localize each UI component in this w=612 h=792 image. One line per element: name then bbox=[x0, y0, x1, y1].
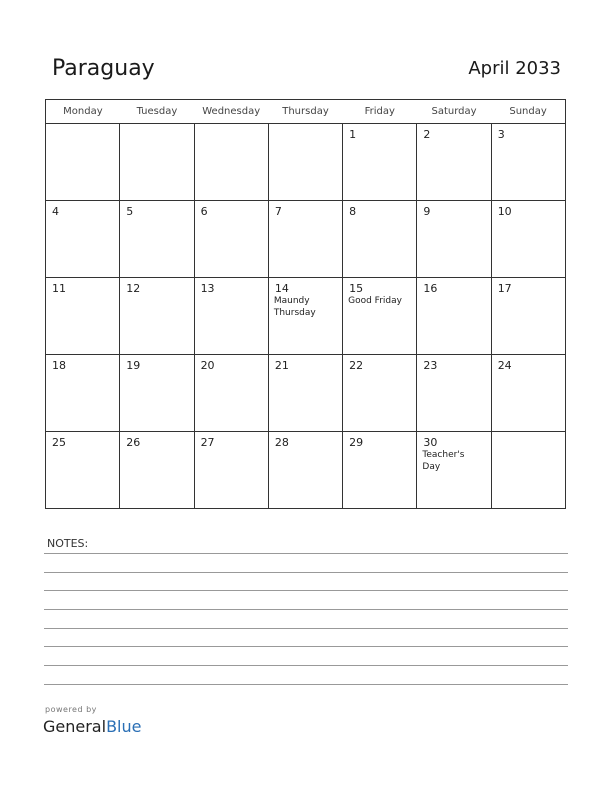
day-number: 26 bbox=[126, 436, 141, 449]
notes-line bbox=[44, 553, 568, 554]
day-number: 27 bbox=[200, 436, 215, 449]
day-number: 13 bbox=[200, 282, 215, 295]
calendar-day-cell bbox=[120, 201, 194, 278]
day-number: 8 bbox=[349, 205, 357, 218]
day-number: 24 bbox=[497, 359, 512, 372]
calendar-week-row bbox=[46, 355, 566, 432]
calendar-day-cell bbox=[46, 278, 120, 355]
calendar-day-cell bbox=[268, 355, 342, 432]
day-number: 17 bbox=[497, 282, 512, 295]
day-number: 22 bbox=[349, 359, 364, 372]
calendar-day-cell bbox=[194, 201, 268, 278]
calendar-day-cell bbox=[120, 432, 194, 509]
calendar-day-cell bbox=[46, 124, 120, 201]
day-number: 12 bbox=[126, 282, 141, 295]
day-number: 15 bbox=[349, 282, 364, 295]
calendar-day-cell bbox=[491, 432, 565, 509]
day-number: 9 bbox=[423, 205, 431, 218]
calendar-grid bbox=[45, 99, 566, 509]
notes-line bbox=[44, 684, 568, 685]
brand-logo bbox=[43, 717, 141, 736]
calendar-day-cell bbox=[46, 432, 120, 509]
calendar-day-cell bbox=[194, 278, 268, 355]
day-number: 11 bbox=[52, 282, 66, 295]
holiday-label: Maundy Thursday bbox=[273, 296, 316, 318]
day-number: 20 bbox=[200, 359, 215, 372]
weekday-header: Sunday bbox=[491, 100, 565, 124]
powered-by-text: powered by bbox=[45, 705, 97, 714]
day-number: 30 bbox=[423, 436, 438, 449]
holiday-label: Good Friday bbox=[348, 296, 402, 306]
calendar-day-cell bbox=[268, 432, 342, 509]
day-number: 16 bbox=[423, 282, 438, 295]
month-year-title: April 2033 bbox=[468, 58, 561, 79]
notes-line bbox=[44, 590, 568, 591]
weekday-header: Tuesday bbox=[120, 100, 194, 124]
calendar-day-cell bbox=[46, 355, 120, 432]
day-number: 7 bbox=[274, 205, 282, 218]
calendar-day-cell bbox=[417, 432, 491, 509]
calendar-day-cell bbox=[417, 355, 491, 432]
calendar-day-cell bbox=[417, 278, 491, 355]
calendar-week-row bbox=[46, 201, 566, 278]
day-number: 4 bbox=[52, 205, 59, 218]
weekday-header: Saturday bbox=[417, 100, 491, 124]
day-number: 18 bbox=[52, 359, 66, 372]
calendar-day-cell bbox=[268, 278, 342, 355]
day-number: 28 bbox=[274, 436, 289, 449]
calendar-day-cell bbox=[120, 355, 194, 432]
day-number: 29 bbox=[349, 436, 364, 449]
calendar-week-row bbox=[46, 278, 566, 355]
notes-line bbox=[44, 665, 568, 666]
calendar-day-cell bbox=[417, 201, 491, 278]
weekday-header-row bbox=[46, 100, 566, 124]
calendar-day-cell bbox=[194, 124, 268, 201]
day-number: 25 bbox=[52, 436, 66, 449]
notes-line bbox=[44, 646, 568, 647]
day-number: 19 bbox=[126, 359, 141, 372]
calendar-day-cell bbox=[268, 201, 342, 278]
weekday-header: Monday bbox=[46, 100, 120, 124]
notes-line bbox=[44, 628, 568, 629]
weekday-header: Friday bbox=[343, 100, 417, 124]
weekday-header: Thursday bbox=[268, 100, 342, 124]
calendar-day-cell bbox=[491, 124, 565, 201]
weekday-header: Wednesday bbox=[194, 100, 268, 124]
calendar-day-cell bbox=[120, 124, 194, 201]
day-number: 23 bbox=[423, 359, 438, 372]
calendar-day-cell bbox=[491, 278, 565, 355]
calendar-day-cell bbox=[268, 124, 342, 201]
notes-line bbox=[44, 609, 568, 610]
calendar-week-row bbox=[46, 124, 566, 201]
calendar-day-cell bbox=[343, 201, 417, 278]
calendar-day-cell bbox=[120, 278, 194, 355]
calendar-week-row bbox=[46, 432, 566, 509]
day-number: 5 bbox=[126, 205, 134, 218]
notes-label: NOTES: bbox=[47, 537, 89, 550]
calendar-day-cell bbox=[491, 201, 565, 278]
calendar-day-cell bbox=[194, 355, 268, 432]
calendar-day-cell bbox=[491, 355, 565, 432]
brand-blue: Blue bbox=[106, 717, 142, 736]
brand-general: General bbox=[43, 717, 107, 736]
calendar-day-cell bbox=[343, 278, 417, 355]
day-number: 21 bbox=[274, 359, 289, 372]
day-number: 2 bbox=[423, 128, 431, 141]
calendar-day-cell bbox=[343, 355, 417, 432]
day-number: 1 bbox=[349, 128, 357, 141]
holiday-label: Teacher's Day bbox=[422, 450, 465, 472]
calendar-day-cell bbox=[343, 432, 417, 509]
calendar-day-cell bbox=[417, 124, 491, 201]
notes-line bbox=[44, 572, 568, 573]
calendar-day-cell bbox=[46, 201, 120, 278]
country-title: Paraguay bbox=[52, 56, 155, 81]
calendar-day-cell bbox=[194, 432, 268, 509]
calendar-day-cell bbox=[343, 124, 417, 201]
day-number: 3 bbox=[497, 128, 505, 141]
day-number: 6 bbox=[200, 205, 208, 218]
day-number: 10 bbox=[497, 205, 512, 218]
day-number: 14 bbox=[274, 282, 289, 295]
